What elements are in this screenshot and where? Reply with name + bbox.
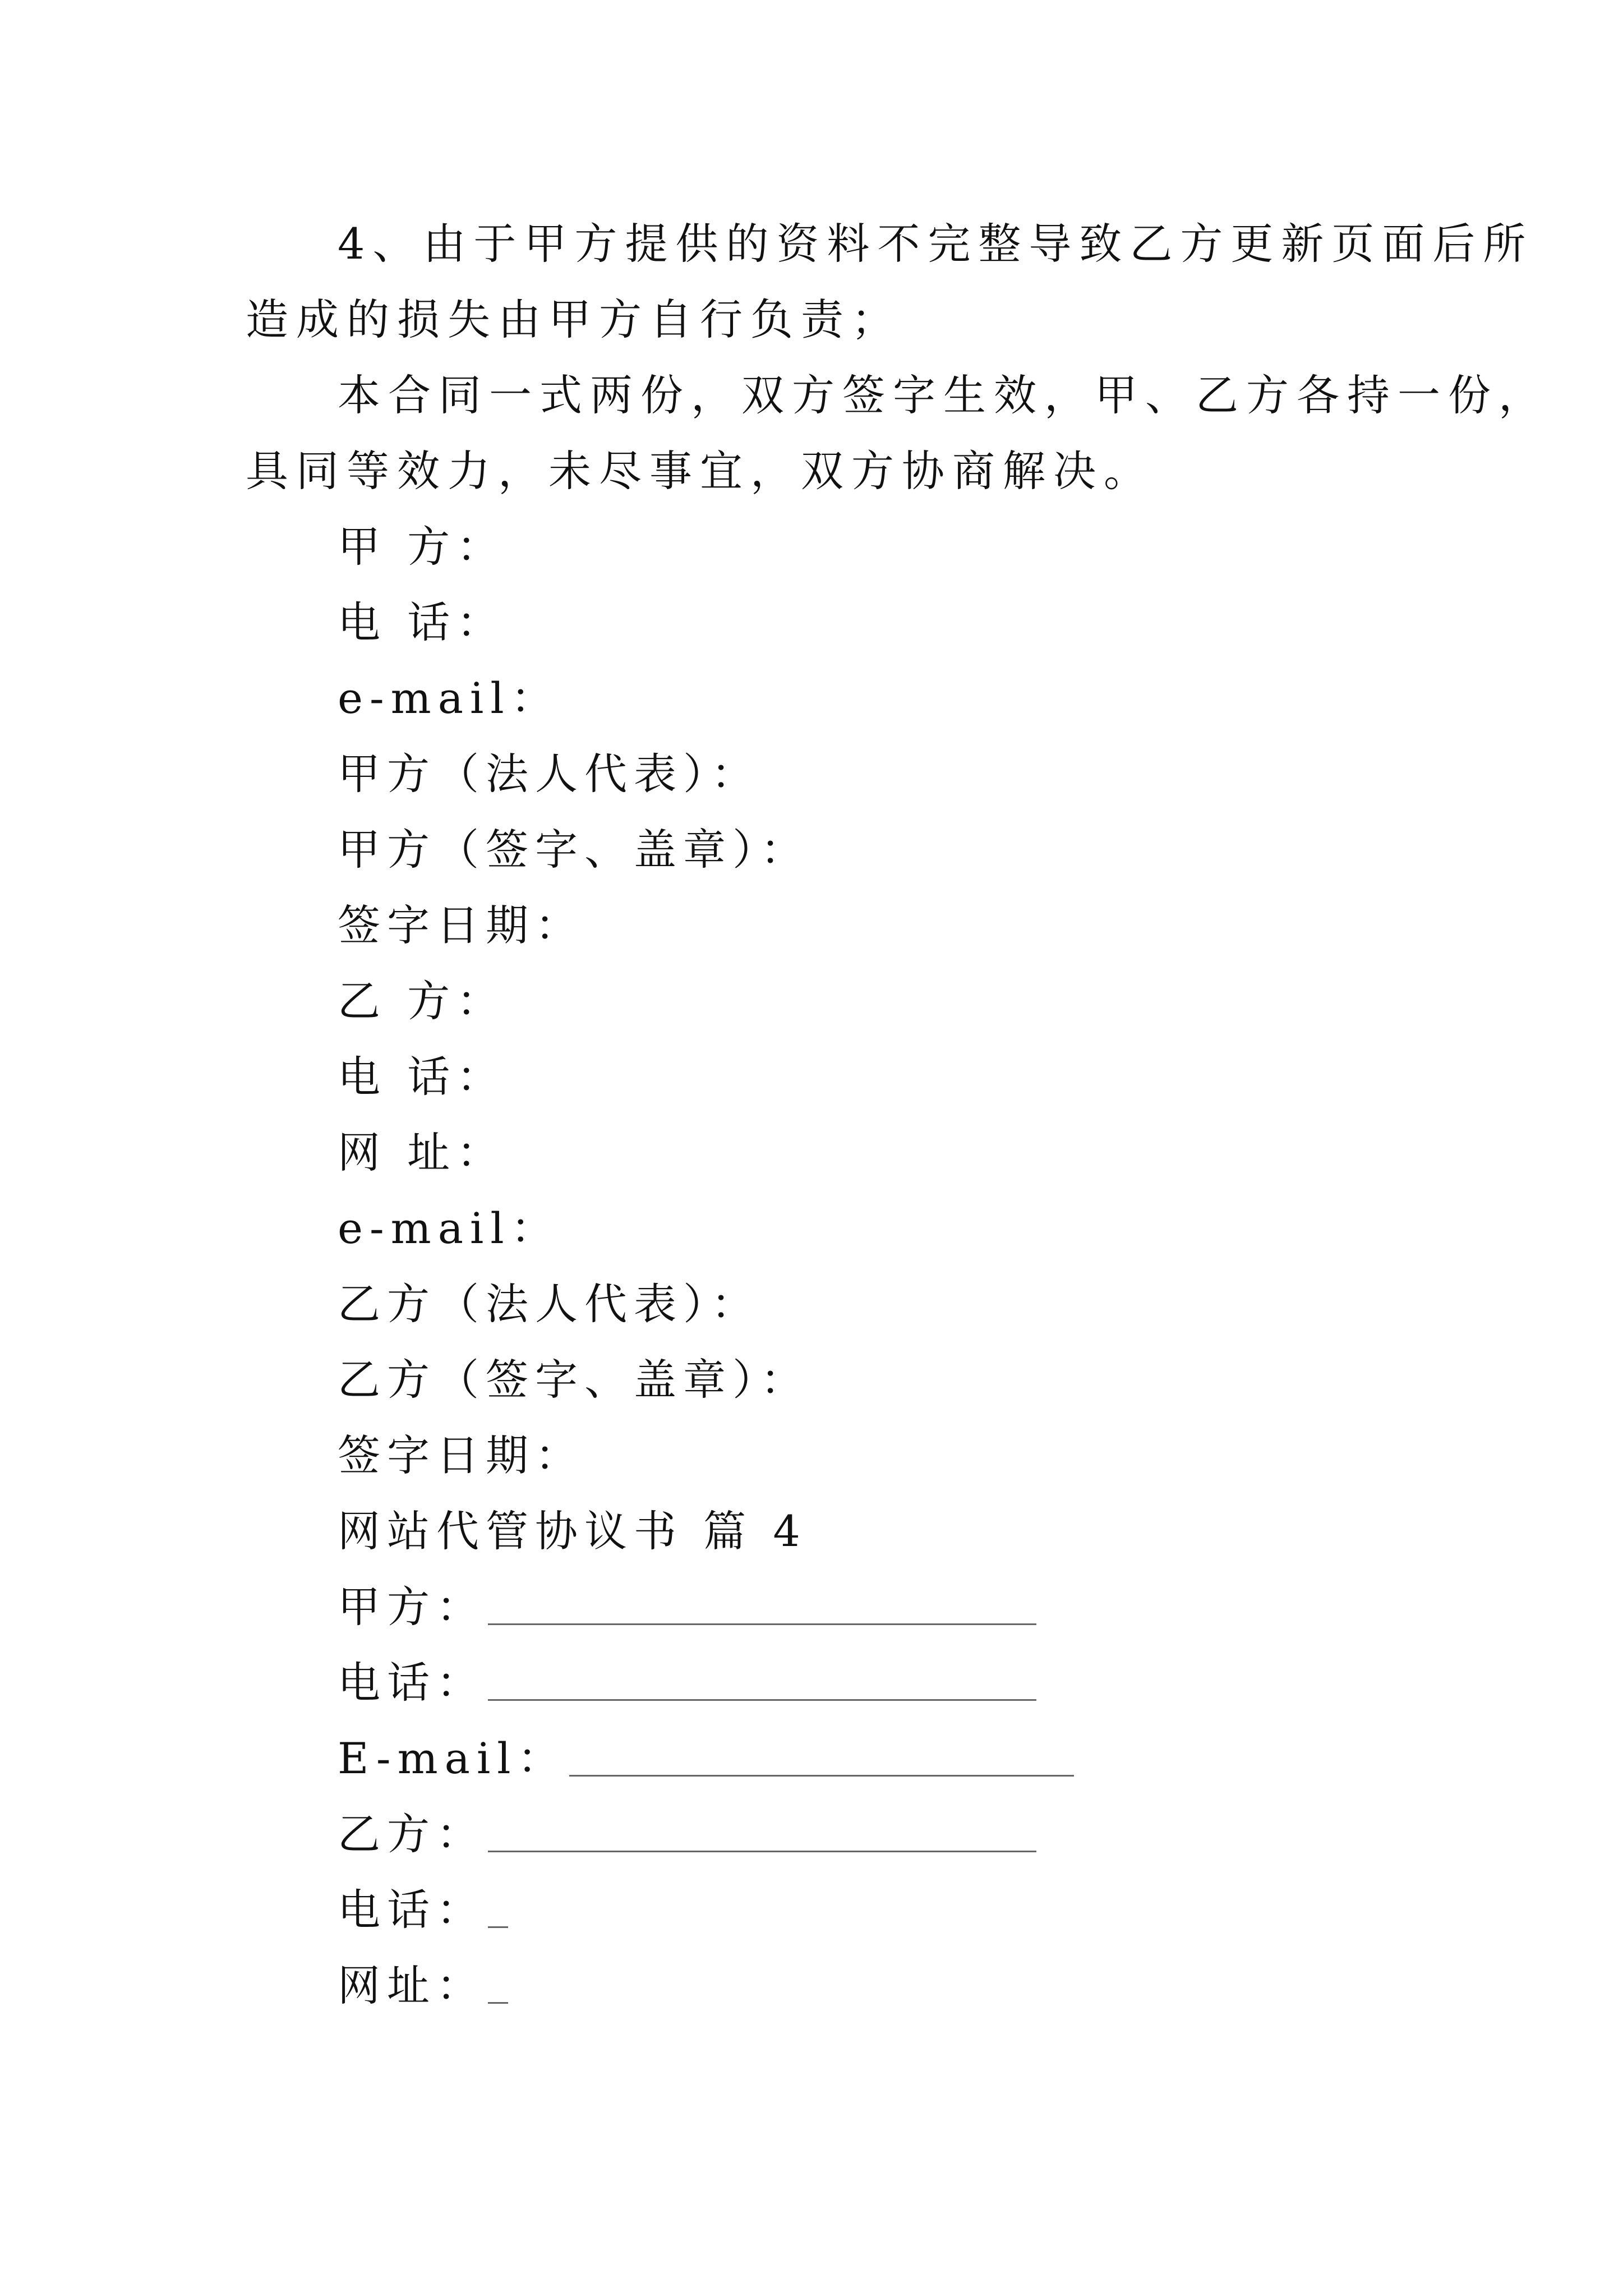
party-b-email-label: e-mail： [338,1203,560,1253]
party-a-phone-fill-field [338,1658,1036,1708]
party-a-email-label: e-mail： [338,673,560,723]
party-a-label: 甲 方： [338,522,506,572]
party-b-phone-blank-line [488,1926,508,1928]
party-b-label: 乙 方： [338,976,506,1026]
party-a-email-fill-field [338,1733,1074,1783]
party-b-signing-date-label: 签字日期： [338,1430,584,1480]
party-a-phone-fill-label: 电话： [338,1658,486,1708]
paragraph-item-4-line-2: 造成的损失由甲方自行负责； [246,295,902,344]
party-b-website-blank-line [488,2002,508,2004]
party-a-phone-blank-line [488,1699,1036,1701]
party-b-website-label: 网 址： [338,1128,506,1177]
party-a-signature-seal-label: 甲方（签字、盖章）： [338,825,810,875]
party-a-phone-label: 电 话： [338,597,506,647]
party-b-fill-label: 乙方： [338,1809,486,1859]
party-b-phone-label: 电 话： [338,1052,506,1102]
section-heading: 网站代管协议书 篇 4 [338,1506,807,1556]
contract-copies-line-1: 本合同一式两份，双方签字生效，甲、乙方各持一份， [338,370,1549,420]
party-b-website-fill-field [338,1961,508,2010]
party-b-legal-representative-label: 乙方（法人代表）： [338,1279,760,1329]
party-b-phone-fill-field [338,1885,508,1935]
party-a-fill-field [338,1582,1036,1632]
party-b-blank-line [488,1851,1036,1852]
party-a-blank-line [488,1623,1036,1625]
party-b-signature-seal-label: 乙方（签字、盖章）： [338,1355,810,1405]
paragraph-item-4-line-1: 4、由于甲方提供的资料不完整导致乙方更新页面后所 [338,219,1534,269]
party-b-website-fill-label: 网址： [338,1961,486,2010]
party-b-fill-field [338,1809,1036,1859]
party-a-legal-representative-label: 甲方（法人代表）： [338,749,760,799]
party-a-fill-label: 甲方： [338,1582,486,1632]
party-a-email-blank-line [569,1775,1074,1777]
party-b-phone-fill-label: 电话： [338,1885,486,1935]
party-a-email-fill-label: E-mail： [338,1733,567,1783]
contract-copies-line-2: 具同等效力，未尽事宜，双方协商解决。 [246,446,1154,496]
party-a-signing-date-label: 签字日期： [338,900,584,950]
